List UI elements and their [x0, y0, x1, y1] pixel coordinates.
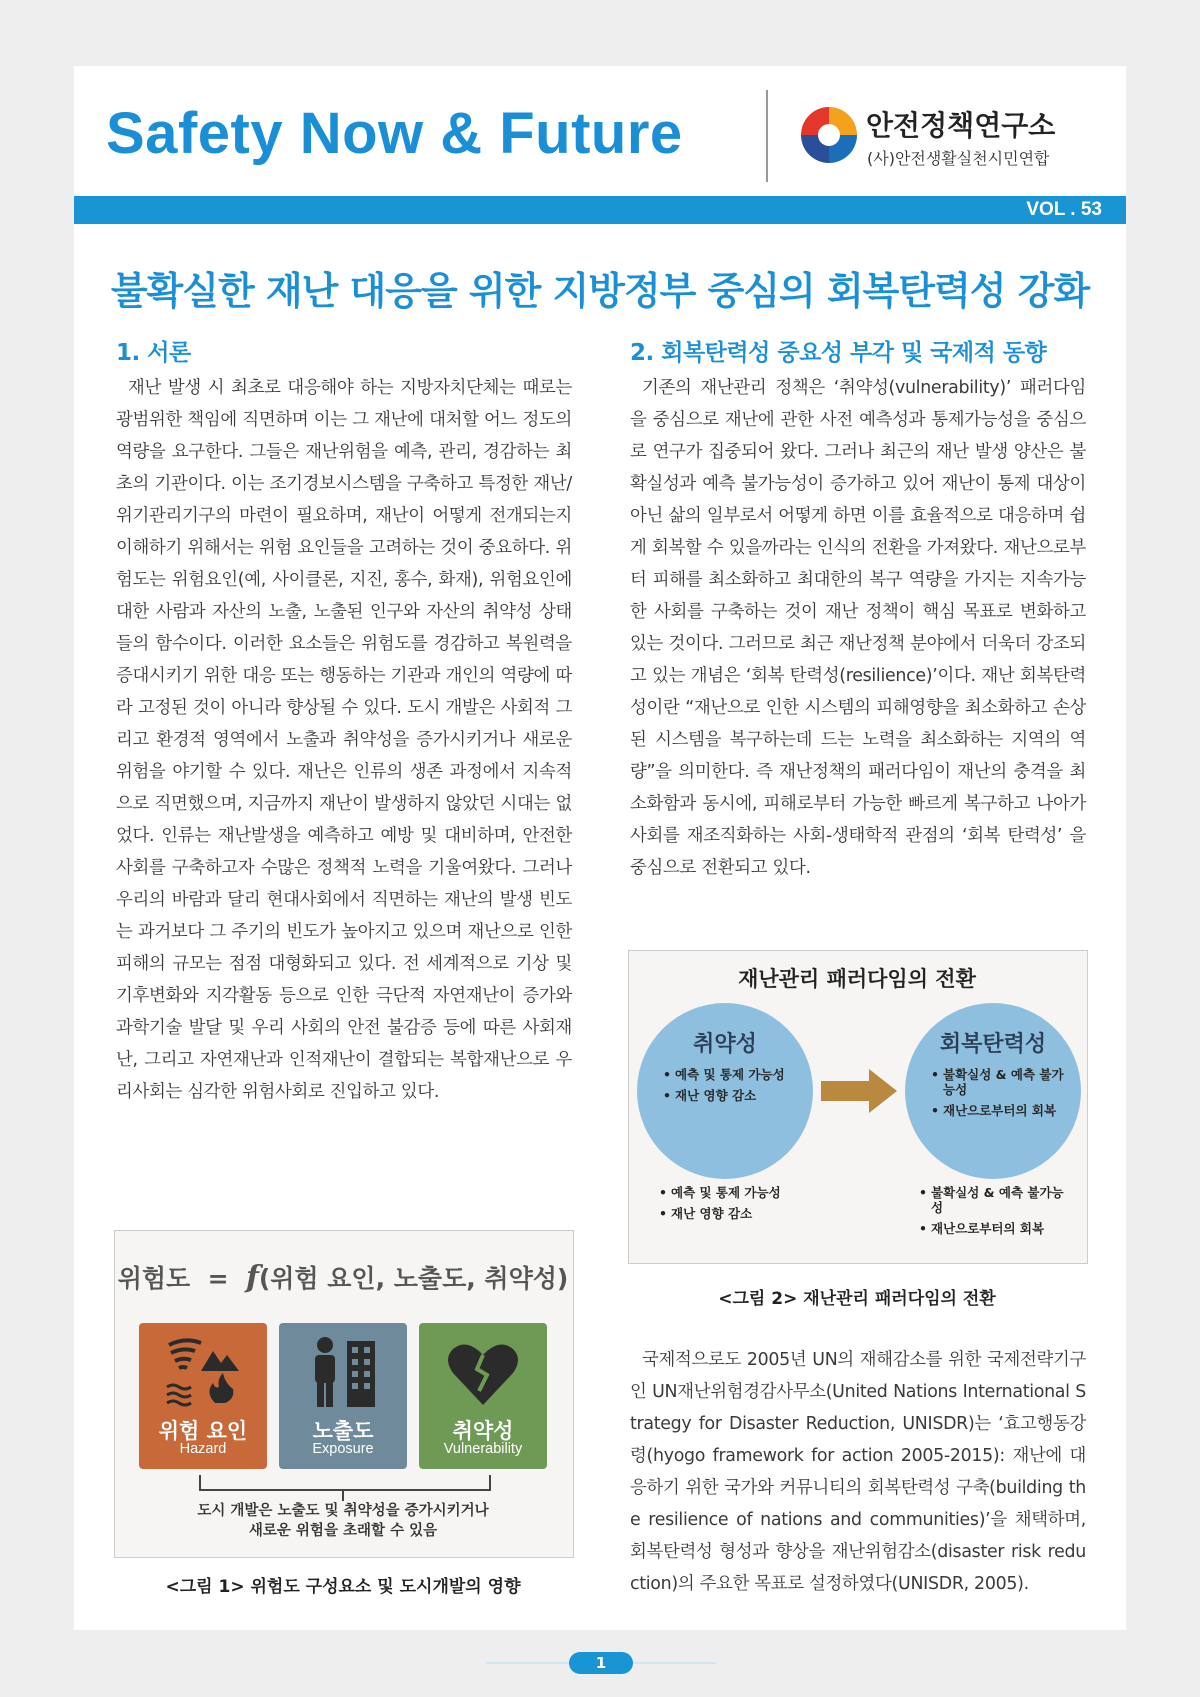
vulnerability-circle — [637, 1003, 813, 1179]
transition-arrow-icon — [821, 1069, 897, 1113]
section2-heading: 2. 회복탄력성 중요성 부각 및 국제적 동향 — [630, 340, 1047, 366]
card-hazard-en: Hazard — [179, 1441, 227, 1457]
resilience-summary — [919, 1185, 1069, 1242]
section1-heading: 1. 서론 — [116, 340, 191, 366]
page-number: 1 — [569, 1652, 633, 1674]
section2-body-continued: 국제적으로도 2005년 UN의 재해감소를 위한 국제전략기구인 UN재난위험경감사무소(United Nations International Strategy for Disaster Reduction, UNISDR)는 ‘효고행동강령(hyogo framework for action 2005-2015): 재난에 대응하기 위한 국가와 커뮤니티의 회복탄력성 구축(building the resilience of nations and communities)’을 채택하며, 회복탄력성 형성과 향상을 재난위험감소(disaster risk reduction)의 주요한 목표로 설정하였다(UNISDR, 2005). — [630, 1350, 1086, 1594]
card-vulnerability-en: Vulnerability — [443, 1441, 523, 1457]
resilience-item: • 불확실성 & 예측 불가능성 — [931, 1067, 1071, 1097]
volume-label: VOL . 53 — [1026, 199, 1102, 220]
card-exposure-en: Exposure — [312, 1441, 374, 1457]
vulnerability-circle-title: 취약성 — [693, 1032, 757, 1057]
resilience-item: • 재난으로부터의 회복 — [931, 1103, 1071, 1118]
org-logo-icon — [798, 104, 860, 166]
section2-body: 기존의 재난관리 정책은 ‘취약성(vulnerability)’ 패러다임을 중심으로 재난에 관한 사전 예측성과 통제가능성을 중심으로 연구가 집중되어 왔다. 그러나 최근의 재난 발생 양산은 불확실성과 예측 불가능성이 증가하고 있어 재난이 통제 대상이 아닌 삶의 일부로서 어떻게 하면 이를 효율적으로 대응하며 쉽게 회복할 수 있을까라는 인식의 전환을 가져왔다. 재난으로부터 피해를 최소화하고 최대한의 복구 역량을 가지는 지속가능한 사회를 구축하는 것이 재난 정책이 핵심 목표로 변화하고 있는 것이다. 그러므로 최근 재난정책 분야에서 더욱더 강조되고 있는 개념은 ‘회복 탄력성(resilience)’이다. 재난 회복탄력성이란 “재난으로 인한 시스템의 피해영향을 최소화하고 손상된 시스템을 복구하는데 드는 노력을 최소화하는 지역의 역량”을 의미한다. 즉 재난정책의 패러다임이 재난의 충격을 최소화함과 동시에, 피해로부터 가능한 빠르게 복구하고 나아가 사회를 재조직화하는 사회-생태학적 관점의 ‘회복 탄력성’ 을 중심으로 전환되고 있다. — [630, 378, 1086, 878]
figure1-formula — [115, 1259, 571, 1295]
figure1-note-line1: 도시 개발은 노출도 및 취약성을 증가시키거나 — [197, 1503, 489, 1519]
figure1-note-line2: 새로운 위험을 초래할 수 있음 — [248, 1523, 438, 1539]
card-hazard — [139, 1323, 267, 1469]
figure2-title: 재난관리 패러다임의 전환 — [738, 967, 976, 991]
org-name: 안전정책연구소 — [866, 109, 1056, 142]
formula-function: f — [245, 1260, 259, 1295]
card-hazard-ko: 위험 요인 — [158, 1419, 248, 1443]
figure2-caption: <그림 2> 재난관리 패러다임의 전환 — [718, 1289, 996, 1309]
formula-left: 위험도 — [117, 1264, 191, 1293]
figure1-bracket-stem — [342, 1489, 344, 1501]
resilience-circle — [905, 1003, 1081, 1179]
formula-equals: = — [207, 1264, 229, 1293]
vulnerability-summary-item: • 예측 및 통제 가능성 — [659, 1185, 809, 1200]
newsletter-title: Safety Now & Future — [106, 101, 683, 166]
card-exposure — [279, 1323, 407, 1469]
resilience-summary-item: • 재난으로부터의 회복 — [919, 1221, 1069, 1236]
resilience-summary-item: • 불확실성 & 예측 불가능성 — [919, 1185, 1069, 1215]
page-sheet — [74, 66, 1126, 1630]
volume-bar — [74, 196, 1126, 224]
formula-args: (위험 요인, 노출도, 취약성) — [258, 1264, 569, 1293]
broken-heart-icon — [443, 1335, 523, 1411]
header-divider — [766, 90, 768, 182]
vulnerability-summary-item: • 재난 영향 감소 — [659, 1206, 809, 1221]
section1-body: 재난 발생 시 최초로 대응해야 하는 지방자치단체는 때로는 광범위한 책임에 직면하며 이는 그 재난에 대처할 어느 정도의 역량을 요구한다. 그들은 재난위험을 예측, 관리, 경감하는 최초의 기관이다. 이는 조기경보시스템을 구축하고 특정한 재난/위기관리기구의 마련이 필요하며, 재난이 어떻게 전개되는지 이해하기 위해서는 위험 요인들을 고려하는 것이 중요하다. 위험도는 위험요인(예, 사이클론, 지진, 홍수, 화재), 위험요인에 대한 사람과 자산의 노출, 노출된 인구와 자산의 취약성 상태들의 함수이다. 이러한 요소들은 위험도를 경감하고 복원력을 증대시키기 위한 대응 또는 행동하는 기관과 개인의 역량에 따라 고정된 것이 아니라 향상될 수 있다. 도시 개발은 사회적 그리고 환경적 영역에서 노출과 취약성을 증가시키거나 새로운 위험을 야기할 수 있다. 재난은 인류의 생존 과정에서 지속적으로 직면했으며, 지금까지 재난이 발생하지 않았던 시대는 없었다. 인류는 재난발생을 예측하고 예방 및 대비하며, 안전한 사회를 구축하고자 수많은 정책적 노력을 기울여왔다. 그러나 우리의 바람과 달리 현대사회에서 직면하는 재난의 발생 빈도는 과거보다 그 주기의 빈도가 높아지고 있으며 재난으로 인한 피해의 규모는 점점 대형화되고 있다. 전 세계적으로 기상 및 기후변화와 지각활동 등으로 인한 극단적 자연재난이 증가와 과학기술 발달 및 우리 사회의 안전 불감증 등에 따른 사회재난, 그리고 자연재난과 인적재난이 결합되는 복합재난으로 우리사회는 심각한 위험사회로 진입하고 있다. — [116, 378, 572, 1102]
hazard-icon — [163, 1335, 243, 1411]
org-subtitle: (사)안전생활실천시민연합 — [867, 149, 1050, 168]
figure1-bracket — [199, 1475, 491, 1491]
figure1-caption: <그림 1> 위험도 구성요소 및 도시개발의 영향 — [165, 1577, 521, 1597]
figure1 — [114, 1230, 574, 1558]
vulnerability-item: • 예측 및 통제 가능성 — [663, 1067, 803, 1082]
vulnerability-summary — [659, 1185, 809, 1227]
card-exposure-ko: 노출도 — [312, 1419, 374, 1443]
article-title: 불확실한 재난 대응을 위한 지방정부 중심의 회복탄력성 강화 — [110, 269, 1090, 313]
vulnerability-item: • 재난 영향 감소 — [663, 1088, 803, 1103]
person-building-icon — [303, 1335, 383, 1411]
card-vulnerability-ko: 취약성 — [452, 1419, 514, 1443]
resilience-circle-title: 회복탄력성 — [939, 1032, 1047, 1057]
figure2 — [628, 950, 1088, 1264]
figure1-note — [115, 1501, 571, 1541]
card-vulnerability — [419, 1323, 547, 1469]
